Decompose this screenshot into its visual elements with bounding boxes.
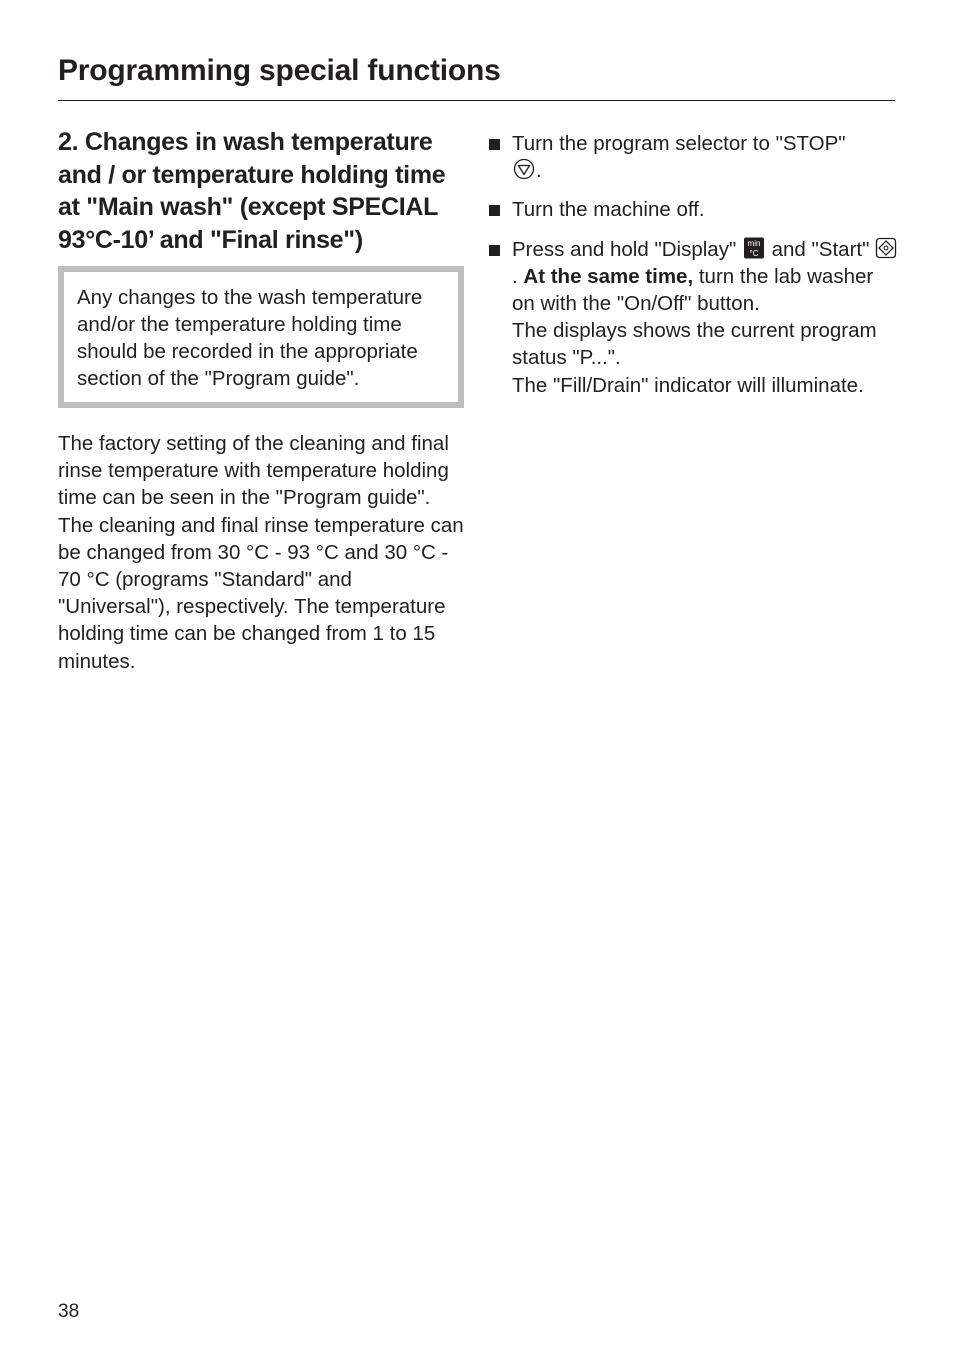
stop-triangle-icon	[512, 158, 536, 180]
title-divider	[58, 100, 895, 101]
page-number: 38	[58, 1301, 80, 1322]
left-column	[58, 126, 468, 675]
page-title: Programming special functions	[58, 54, 501, 87]
paragraph-temperature-range: The cleaning and final rinse temperature can be changed from 30 °C - 93 °C and 30 °C - 70 °C (programs "Standard" and "Universal"), respectively. The temperature holding time can be changed from 1 to 15 minutes.	[58, 513, 464, 673]
display-icon-label-bottom: °C	[749, 248, 759, 258]
paragraph-factory-setting: The factory setting of the cleaning and final rinse temperature with temperature holding time can be seen in the "Program guide".	[58, 432, 449, 510]
step-2-text: Turn the machine off.	[512, 198, 705, 222]
step-1-end: .	[536, 159, 542, 183]
step-3-part-c: .	[512, 264, 518, 288]
square-bullet-icon	[489, 139, 500, 150]
step-1-text: Turn the program selector to "STOP"	[512, 132, 846, 155]
step-3-line-2: The displays shows the current program status "P...".	[512, 319, 877, 370]
instruction-list	[488, 130, 898, 399]
display-icon-label-top: min	[747, 238, 761, 248]
list-item	[488, 130, 898, 184]
right-column	[488, 130, 898, 411]
note-box: Any changes to the wash temperature and/or the temperature holding time should be recorded in the appropriate section of the "Program guide".	[58, 266, 464, 408]
body-text	[58, 430, 468, 675]
square-bullet-icon	[489, 205, 500, 216]
step-3-bold: At the same time,	[523, 264, 694, 288]
list-item	[488, 236, 898, 399]
section-heading: 2. Changes in wash temperature and / or temperature holding time at "Main wash" (except SPECIAL 93°C-10’ and "Final rinse")	[58, 128, 446, 254]
step-3-part-d: turn the lab washer on with the "On/Off" button.	[512, 264, 874, 316]
step-3-line-3: The "Fill/Drain" indicator will illuminate.	[512, 373, 864, 397]
step-3-part-b: and "Start"	[765, 237, 876, 261]
start-diamond-icon	[875, 237, 897, 259]
square-bullet-icon	[489, 245, 500, 256]
step-3-part-a: Press and hold "Display"	[512, 237, 737, 261]
display-min-temp-icon	[742, 237, 766, 259]
list-item	[488, 196, 898, 223]
